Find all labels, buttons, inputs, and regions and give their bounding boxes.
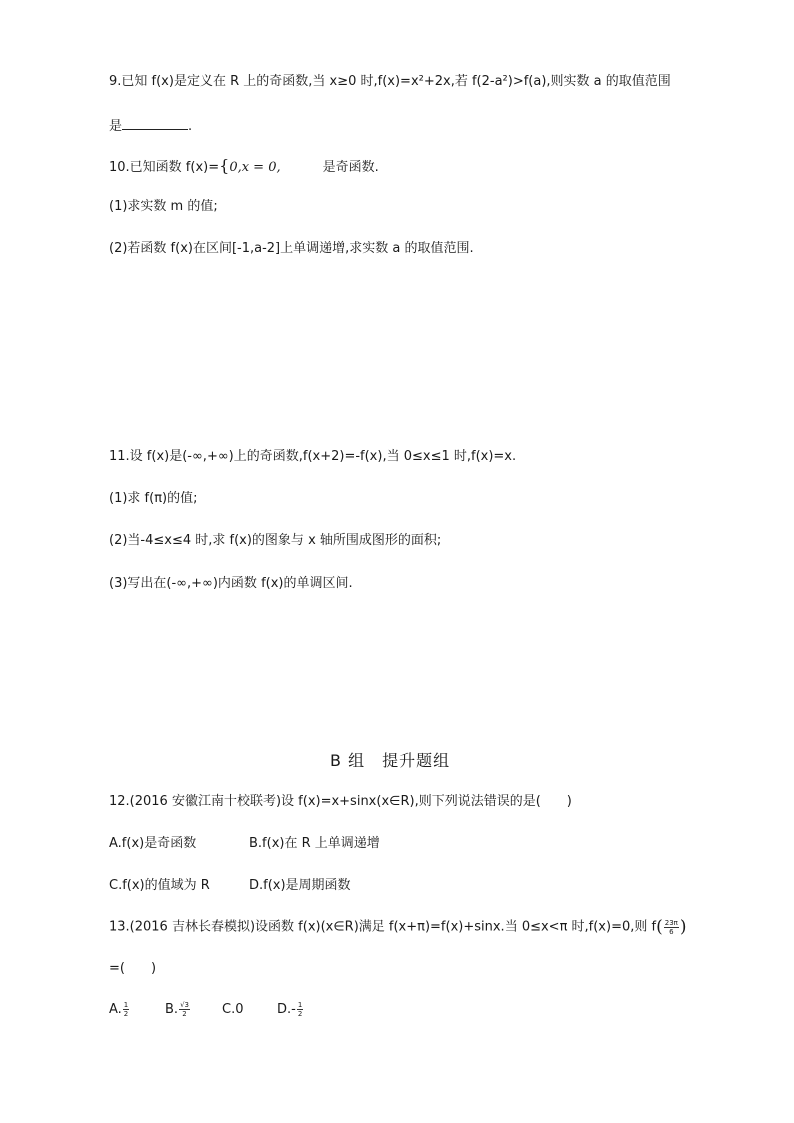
q12-option-a: A.f(x)是奇函数 bbox=[109, 836, 197, 851]
q13-option-a-label: A. bbox=[109, 1002, 122, 1017]
q10-part2: (2)若函数 f(x)在区间[-1,a-2]上单调递增,求实数 a 的取值范围. bbox=[109, 241, 474, 256]
q11-part2: (2)当-4≤x≤4 时,求 f(x)的图象与 x 轴所围成图形的面积; bbox=[109, 533, 442, 548]
q13-option-b bbox=[165, 1001, 191, 1019]
q13-arg-denominator: 6 bbox=[669, 927, 674, 936]
q13-stem-text: 13.(2016 吉林长春模拟)设函数 f(x)(x∈R)满足 f(x+π)=f(x)+sinx.当 0≤x<π 时,f(x)=0,则 f bbox=[109, 919, 657, 935]
q13-option-a-denominator: 2 bbox=[123, 1010, 129, 1018]
q11-stem: 11.设 f(x)是(-∞,+∞)上的奇函数,f(x+2)=-f(x),当 0≤x≤1 时,f(x)=x. bbox=[109, 449, 517, 464]
q13-right-paren: ) bbox=[679, 917, 687, 937]
q12-option-d: D.f(x)是周期函数 bbox=[249, 878, 351, 893]
q13-option-d-fraction bbox=[297, 1001, 303, 1018]
q13-option-c: C.0 bbox=[222, 1002, 244, 1017]
q9-line1: 9.已知 f(x)是定义在 R 上的奇函数,当 x≥0 时,f(x)=x²+2x,若 f(2-a²)>f(a),则实数 a 的取值范围 bbox=[109, 74, 671, 89]
q13-option-d-denominator: 2 bbox=[297, 1010, 303, 1018]
q13-line2: =( ) bbox=[109, 961, 157, 976]
q13-option-a-fraction bbox=[123, 1001, 129, 1018]
q12-stem: 12.(2016 安徽江南十校联考)设 f(x)=x+sinx(x∈R),则下列说法错误的是( ) bbox=[109, 794, 572, 809]
section-b-heading: B 组 提升题组 bbox=[330, 751, 451, 770]
q13-option-b-label: B. bbox=[165, 1002, 179, 1017]
q10-stem-suffix: 是奇函数. bbox=[322, 160, 379, 175]
q13-option-a-numerator: 1 bbox=[123, 1001, 129, 1009]
q13-option-a bbox=[109, 1001, 130, 1019]
q13-stem bbox=[109, 918, 687, 937]
q13-option-b-numerator: √3 bbox=[180, 1001, 189, 1009]
q10-part1: (1)求实数 m 的值; bbox=[109, 199, 218, 214]
q10-stem bbox=[109, 157, 379, 177]
q12-option-b: B.f(x)在 R 上单调递增 bbox=[249, 836, 380, 851]
q13-option-d-label: D.- bbox=[277, 1002, 296, 1017]
q10-piecewise-brace: { bbox=[219, 156, 230, 175]
q13-arg-fraction bbox=[664, 919, 679, 936]
q9-line2-prefix: 是 bbox=[109, 119, 123, 134]
q11-part3: (3)写出在(-∞,+∞)内函数 f(x)的单调区间. bbox=[109, 576, 353, 591]
q9-line2-suffix: . bbox=[188, 119, 193, 134]
q12-option-c: C.f(x)的值域为 R bbox=[109, 878, 210, 893]
q13-option-b-denominator: 2 bbox=[182, 1010, 187, 1018]
q9-line2 bbox=[109, 116, 192, 136]
q11-part1: (1)求 f(π)的值; bbox=[109, 491, 198, 506]
q10-stem-prefix: 10.已知函数 f(x)= bbox=[109, 160, 220, 175]
q10-piece: 0,x = 0, bbox=[229, 160, 281, 175]
q13-option-d bbox=[277, 1001, 304, 1019]
q13-option-d-numerator: 1 bbox=[297, 1001, 303, 1009]
q9-answer-blank bbox=[122, 116, 188, 130]
q13-option-b-fraction bbox=[179, 1001, 190, 1018]
q13-arg-numerator: 23π bbox=[664, 918, 678, 927]
q13-left-paren: ( bbox=[656, 917, 663, 937]
